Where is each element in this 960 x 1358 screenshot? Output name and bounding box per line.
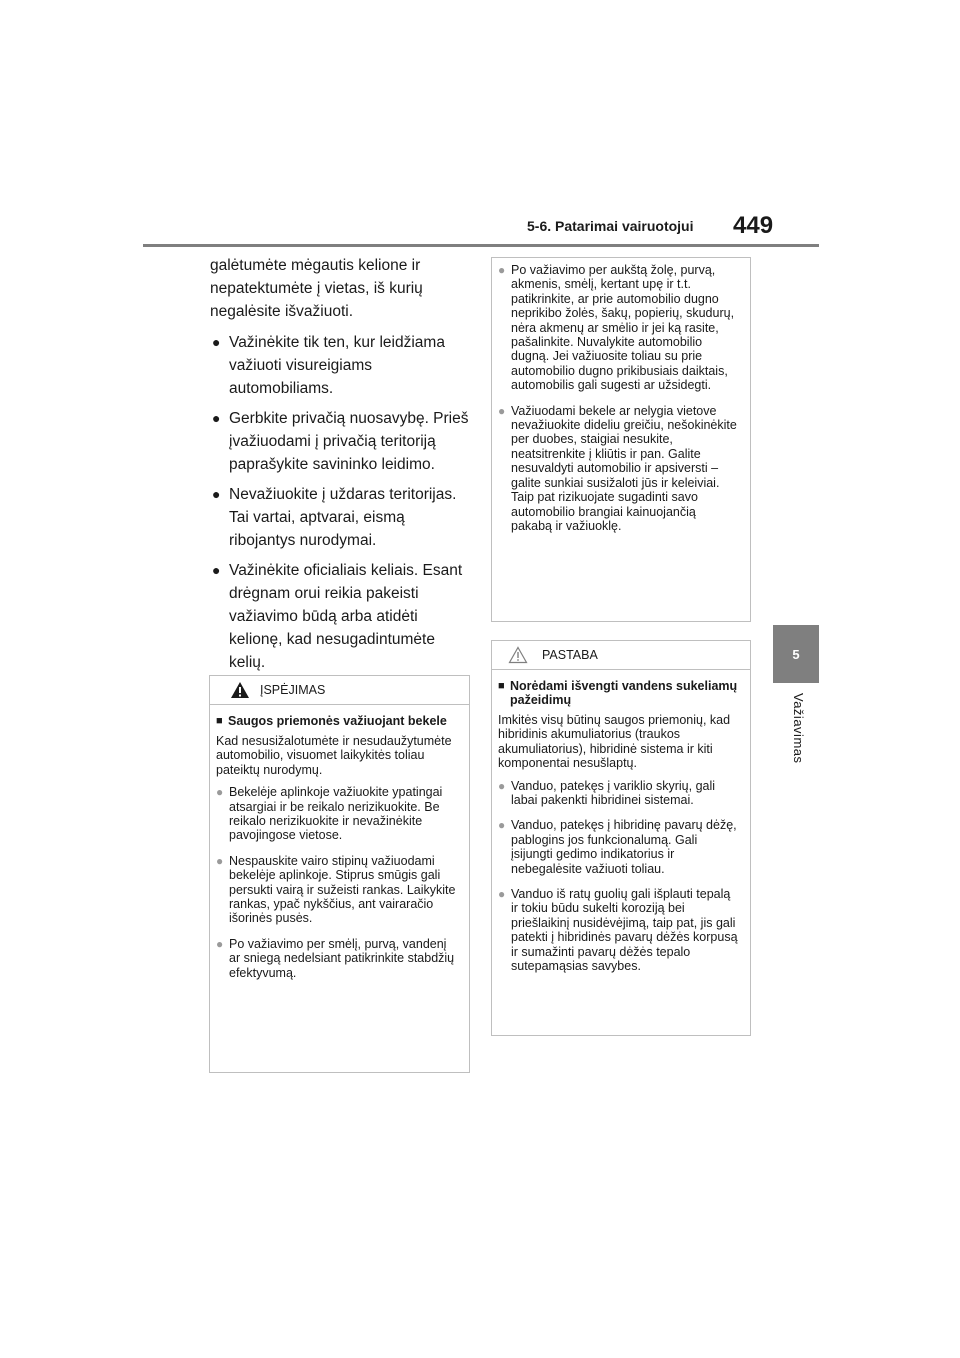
notice-item <box>498 779 740 808</box>
dot-icon: ● <box>498 887 506 902</box>
warning-item-text: Važiuodami bekele ar nelygia vietove nevažiuokite dideliu greičiu, nešokinėkite per duobes, staigiai nesukite, neatsitrenkite į kliūtis ir pan. Galite nesuvaldyti automobilio ir apsiversti – galite sunkiai susižaloti jūs ir keleiviai. Taip pat rizikuojate sugadinti savo automobilio brangiai kainuojančią pakabą ir važiuoklę. <box>511 403 737 533</box>
warning-item <box>216 937 459 980</box>
dot-icon: ● <box>216 785 224 800</box>
list-item <box>210 483 470 552</box>
intro-paragraph: galėtumėte mėgautis kelione ir nepatektumėte į vietas, iš kurių negalėsite išvažiuoti. <box>210 257 423 320</box>
list-item-text: Gerbkite privačią nuosavybę. Prieš įvažiuodami į privačią teritoriją paprašykite savininko leidimo. <box>229 410 469 473</box>
warning-continued-box <box>491 257 751 622</box>
notice-item-text: Vanduo iš ratų guolių gali išplauti tepalą ir tokiu būdu sukelti koroziją bei priešlaikinį nusidėvėjimą, taip pat, jis gali patekti į hibridinės pavarų dėžės korpusą ir sumažinti pavarų dėžės tepalo sutepamąsias savybes. <box>511 887 738 974</box>
bullet-icon: ● <box>212 486 221 502</box>
warning-item <box>216 854 459 926</box>
warning-item-text: Nespauskite vairo stipinų važiuodami bekelėje aplinkoje. Stiprus smūgis gali persukti vairą ir sužeisti rankas. Laikykite rankas, ypač nykščius, ant vairaračio išorinės pusės. <box>229 853 456 926</box>
warning-item-text: Po važiavimo per aukštą žolę, purvą, akmenis, smėlį, kertant upę ir t.t. patikrinkite, ar prie automobilio dugno neprikibo žolės, šakų, popierių, skudurų, nėra akmenų ar smėlio ir jei ką rasite, pašalinkite. Nuvalykite automobilio dugną. Jei važiuosite toliau su prie automobilio dugno prikibusiais daiktais, automobilis gali sugesti ar užsidegti. <box>511 263 735 393</box>
square-icon: ■ <box>498 680 505 692</box>
list-item-text: Važinėkite tik ten, kur leidžiama važiuoti visureigiams automobiliams. <box>229 334 445 397</box>
notice-triangle-icon <box>508 646 528 664</box>
notice-section-title <box>498 679 740 707</box>
chapter-side-label: Važiavimas <box>791 693 806 764</box>
notice-item <box>498 887 740 973</box>
bullet-icon: ● <box>212 410 221 426</box>
warning-section-title-text: Saugos priemonės važiuojant bekele <box>228 714 447 728</box>
notice-intro: Imkitės visų būtinų saugos priemonių, kad hibridinis akumuliatorius (traukos akumuliatorius), hibridinė sistema ir kiti komponentai nesušlaptų. <box>498 713 731 771</box>
list-item <box>210 331 470 400</box>
warning-item <box>498 404 740 534</box>
notice-box <box>491 640 751 1036</box>
dot-icon: ● <box>498 403 506 418</box>
warning-box <box>209 675 470 1073</box>
notice-item-text: Vanduo, patekęs į hibridinę pavarų dėžę, pablogins jos funkcionalumą. Gali įsijungti gedimo indikatorius ir nebegalėsite važiuoti toliau. <box>511 818 737 876</box>
warning-triangle-icon <box>230 681 250 699</box>
notice-title: PASTABA <box>542 648 598 662</box>
warning-item <box>216 785 459 843</box>
header-rule <box>143 244 819 247</box>
notice-item-text: Vanduo, patekęs į variklio skyrių, gali labai pakenkti hibridinei sistemai. <box>511 778 716 808</box>
warning-item-text: Po važiavimo per smėlį, purvą, vandenį ar sniegą nedelsiant patikrinkite stabdžių efektyvumą. <box>229 936 455 980</box>
list-item <box>210 559 470 674</box>
notice-item <box>498 818 740 876</box>
square-icon: ■ <box>216 715 223 727</box>
bullet-list <box>210 331 470 674</box>
notice-box-body <box>492 670 750 991</box>
chapter-tab <box>773 625 819 683</box>
warning-section-title <box>216 714 459 728</box>
dot-icon: ● <box>216 936 224 951</box>
dot-icon: ● <box>498 818 506 833</box>
warning-title: ĮSPĖJIMAS <box>260 683 326 697</box>
dot-icon: ● <box>498 263 506 277</box>
section-title: 5-6. Patarimai vairuotojui <box>527 218 694 234</box>
dot-icon: ● <box>216 853 224 868</box>
list-item-text: Nevažiuokite į uždaras teritorijas. Tai vartai, aptvarai, eismą ribojantys nurodymai. <box>229 486 457 549</box>
warning-intro: Kad nesusižalotumėte ir nesudaužytumėte automobilio, visuomet laikykitės toliau pateiktų nurodymų. <box>216 734 452 777</box>
warning-box-header <box>210 676 469 705</box>
list-item <box>210 407 470 476</box>
main-text-column <box>210 254 470 681</box>
warning-item <box>498 263 740 393</box>
warning-box-body <box>210 705 469 997</box>
dot-icon: ● <box>498 778 506 793</box>
page-number: 449 <box>733 212 774 239</box>
warning-continued-body <box>492 258 750 550</box>
bullet-icon: ● <box>212 334 221 350</box>
bullet-icon: ● <box>212 562 221 578</box>
notice-box-header <box>492 641 750 670</box>
chapter-number: 5 <box>792 646 800 662</box>
list-item-text: Važinėkite oficialiais keliais. Esant drėgnam orui reikia pakeisti važiavimo būdą arba atidėti kelionę, kad nesugadintumėte kelių. <box>229 562 463 671</box>
notice-section-title-text: Norėdami išvengti vandens sukeliamų pažeidimų <box>510 679 738 707</box>
warning-item-text: Bekelėje aplinkoje važiuokite ypatingai atsargiai ir be reikalo nerizikuokite. Be reikalo nerizikuokite ir nevažinėkite pavojingose vietose. <box>229 785 443 843</box>
